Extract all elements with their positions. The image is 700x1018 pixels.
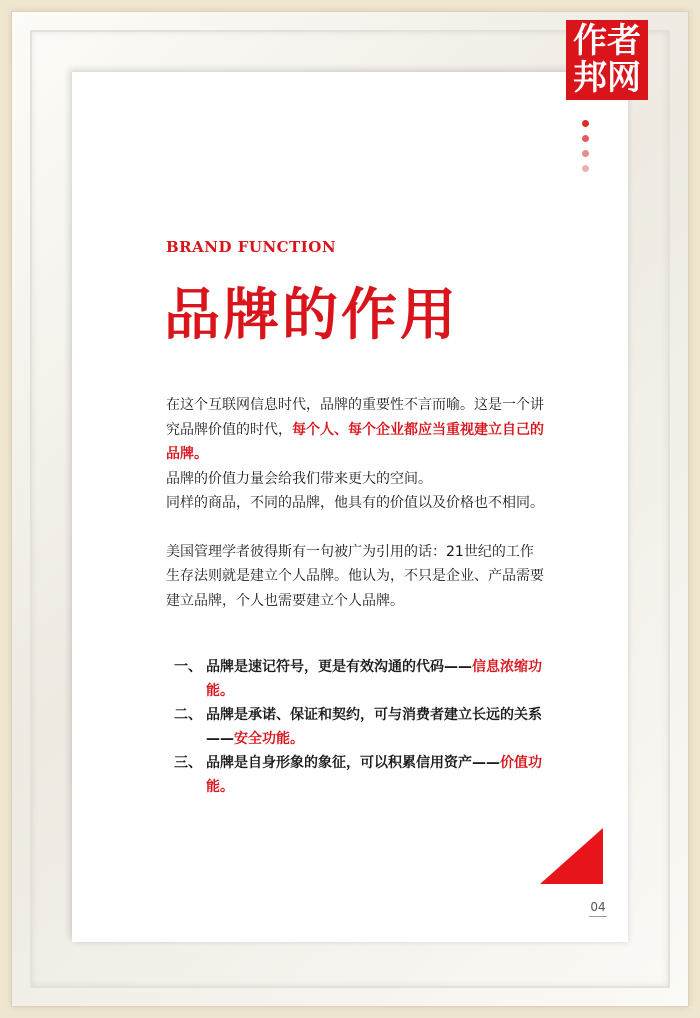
decorative-dots <box>582 120 592 180</box>
brand-logo <box>566 20 648 100</box>
list-text: 品牌是承诺、保证和契约，可与消费者建立长远的关系—— <box>206 707 542 747</box>
paragraph-2: 品牌的价值力量会给我们带来更大的空间。 <box>166 470 432 487</box>
page-title: 品牌的作用 <box>164 282 459 348</box>
list-item <box>174 751 546 799</box>
english-title: BRAND FUNCTION <box>166 238 337 256</box>
paragraph-1-highlight: 每个人、每个企业都应当重视建立自己的品牌。 <box>166 421 544 462</box>
dot-icon <box>582 120 589 127</box>
logo-line-1: 作者 <box>573 21 641 61</box>
paragraph-1-text: 在这个互联网信息时代，品牌的重要性不言而喻。这是一个讲究品牌价值的时代， <box>166 397 544 438</box>
dot-icon <box>582 135 589 142</box>
page-number: 04 <box>589 900 607 917</box>
list-number: 一、 <box>174 659 202 675</box>
body-text <box>166 393 546 613</box>
list-number: 二、 <box>174 707 202 723</box>
list-item <box>174 703 546 751</box>
paragraph-4: 美国管理学者彼得斯有一句被广为引用的话：21世纪的工作生存法则就是建立个人品牌。他认为，不只是企业、产品需要建立品牌，个人也需要建立个人品牌。 <box>166 543 544 609</box>
corner-triangle <box>540 828 603 884</box>
function-list <box>174 655 546 799</box>
list-text: 品牌是自身形象的象征，可以积累信用资产—— <box>206 755 500 771</box>
list-number: 三、 <box>174 755 202 771</box>
dot-icon <box>582 150 589 157</box>
list-highlight: 价值功能。 <box>206 755 542 795</box>
paragraph-1 <box>166 393 546 467</box>
logo-line-2: 邦网 <box>573 58 641 98</box>
paragraph-3: 同样的商品，不同的品牌，他具有的价值以及价格也不相同。 <box>166 495 544 511</box>
list-item <box>174 655 546 703</box>
dot-icon <box>582 165 589 172</box>
list-text: 品牌是速记符号，更是有效沟通的代码—— <box>206 659 472 675</box>
list-highlight: 安全功能。 <box>234 731 304 747</box>
list-highlight: 信息浓缩功能。 <box>206 659 542 699</box>
